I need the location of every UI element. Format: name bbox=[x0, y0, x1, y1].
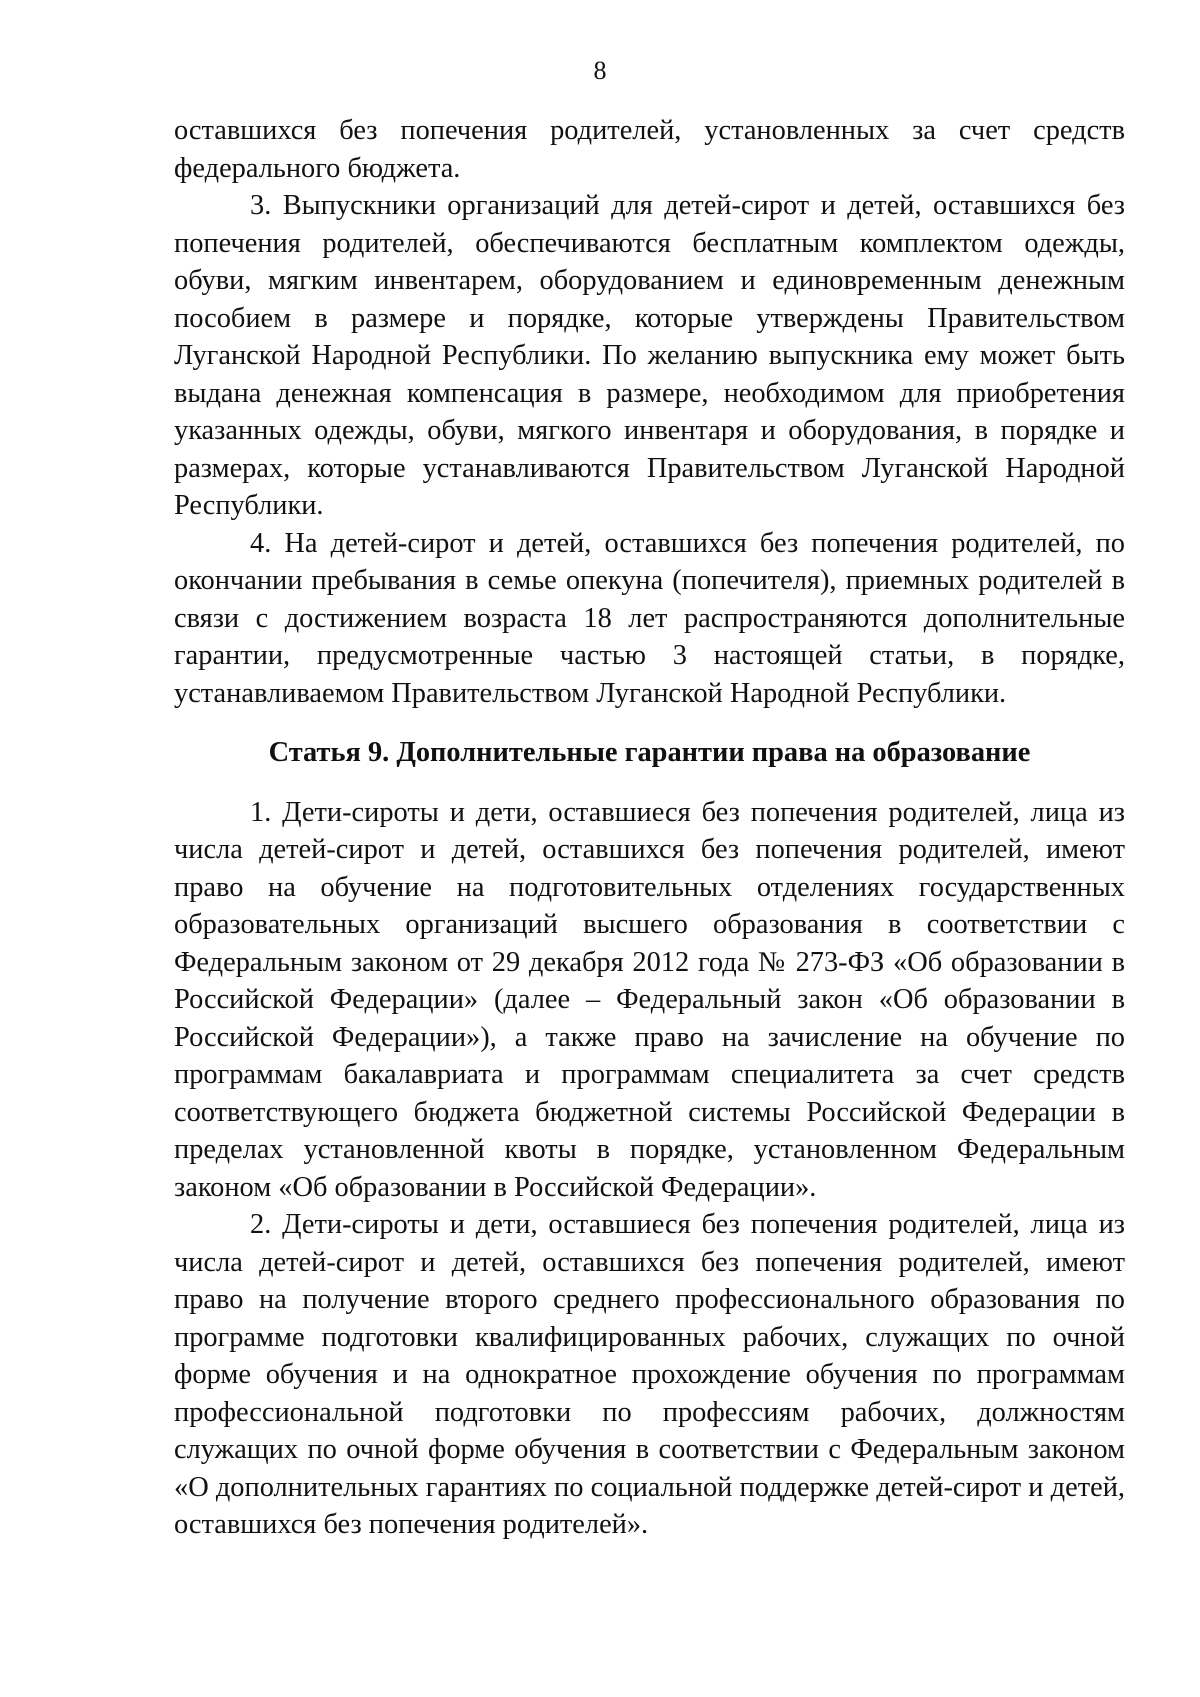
paragraph-article-9-point-2: 2. Дети-сироты и дети, оставшиеся без попечения родителей, лица из числа детей-сирот и детей, оставшихся без попечения родителей, имеют право на получение второго среднего профессионального образования по программе подготовки квалифицированных рабочих, служащих по очной форме обучения и на однократное прохождение обучения по программам профессиональной подготовки по профессиям рабочих, должностям служащих по очной форме обучения в соответствии с Федеральным законом «О дополнительных гарантиях по социальной поддержке детей-сирот и детей, оставшихся без попечения родителей». bbox=[174, 1209, 1125, 1540]
paragraph-continuation: оставшихся без попечения родителей, установленных за счет средств федерального бюджета. bbox=[174, 115, 1125, 184]
article-heading: Статья 9. Дополнительные гарантии права на образование bbox=[268, 737, 1031, 768]
paragraph-point-4: 4. На детей-сирот и детей, оставшихся без попечения родителей, по окончании пребывания в семье опекуна (попечителя), приемных родителей в связи с достижением возраста 18 лет распространяются дополнительные гарантии, предусмотренные частью 3 настоящей статьи, в порядке, устанавливаемом Правительством Луганской Народной Республики. bbox=[174, 527, 1125, 709]
paragraph-point-3: 3. Выпускники организаций для детей-сирот и детей, оставшихся без попечения родителей, обеспечиваются бесплатным комплектом одежды, обуви, мягким инвентарем, оборудованием и единовременным денежным пособием в размере и порядке, которые утверждены Правительством Луганской Народной Республики. По желанию выпускника ему может быть выдана денежная компенсация в размере, необходимом для приобретения указанных одежды, обуви, мягкого инвентаря и оборудования, в порядке и размерах, которые устанавливаются Правительством Луганской Народной Республики. bbox=[174, 190, 1125, 521]
document-body bbox=[174, 112, 1125, 1544]
paragraph-article-9-point-1: 1. Дети-сироты и дети, оставшиеся без попечения родителей, лица из числа детей-сирот и детей, оставшихся без попечения родителей, имеют право на обучение на подготовительных отделениях государственных образовательных организаций высшего образования в соответствии с Федеральным законом от 29 декабря 2012 года № 273-ФЗ «Об образовании в Российской Федерации» (далее – Федеральный закон «Об образовании в Российской Федерации»), а также право на зачисление на обучение по программам бакалавриата и программам специалитета за счет средств соответствующего бюджета бюджетной системы Российской Федерации в пределах установленной квоты в порядке, установленном Федеральным законом «Об образовании в Российской Федерации». bbox=[174, 796, 1125, 1203]
page-number: 8 bbox=[593, 56, 607, 85]
